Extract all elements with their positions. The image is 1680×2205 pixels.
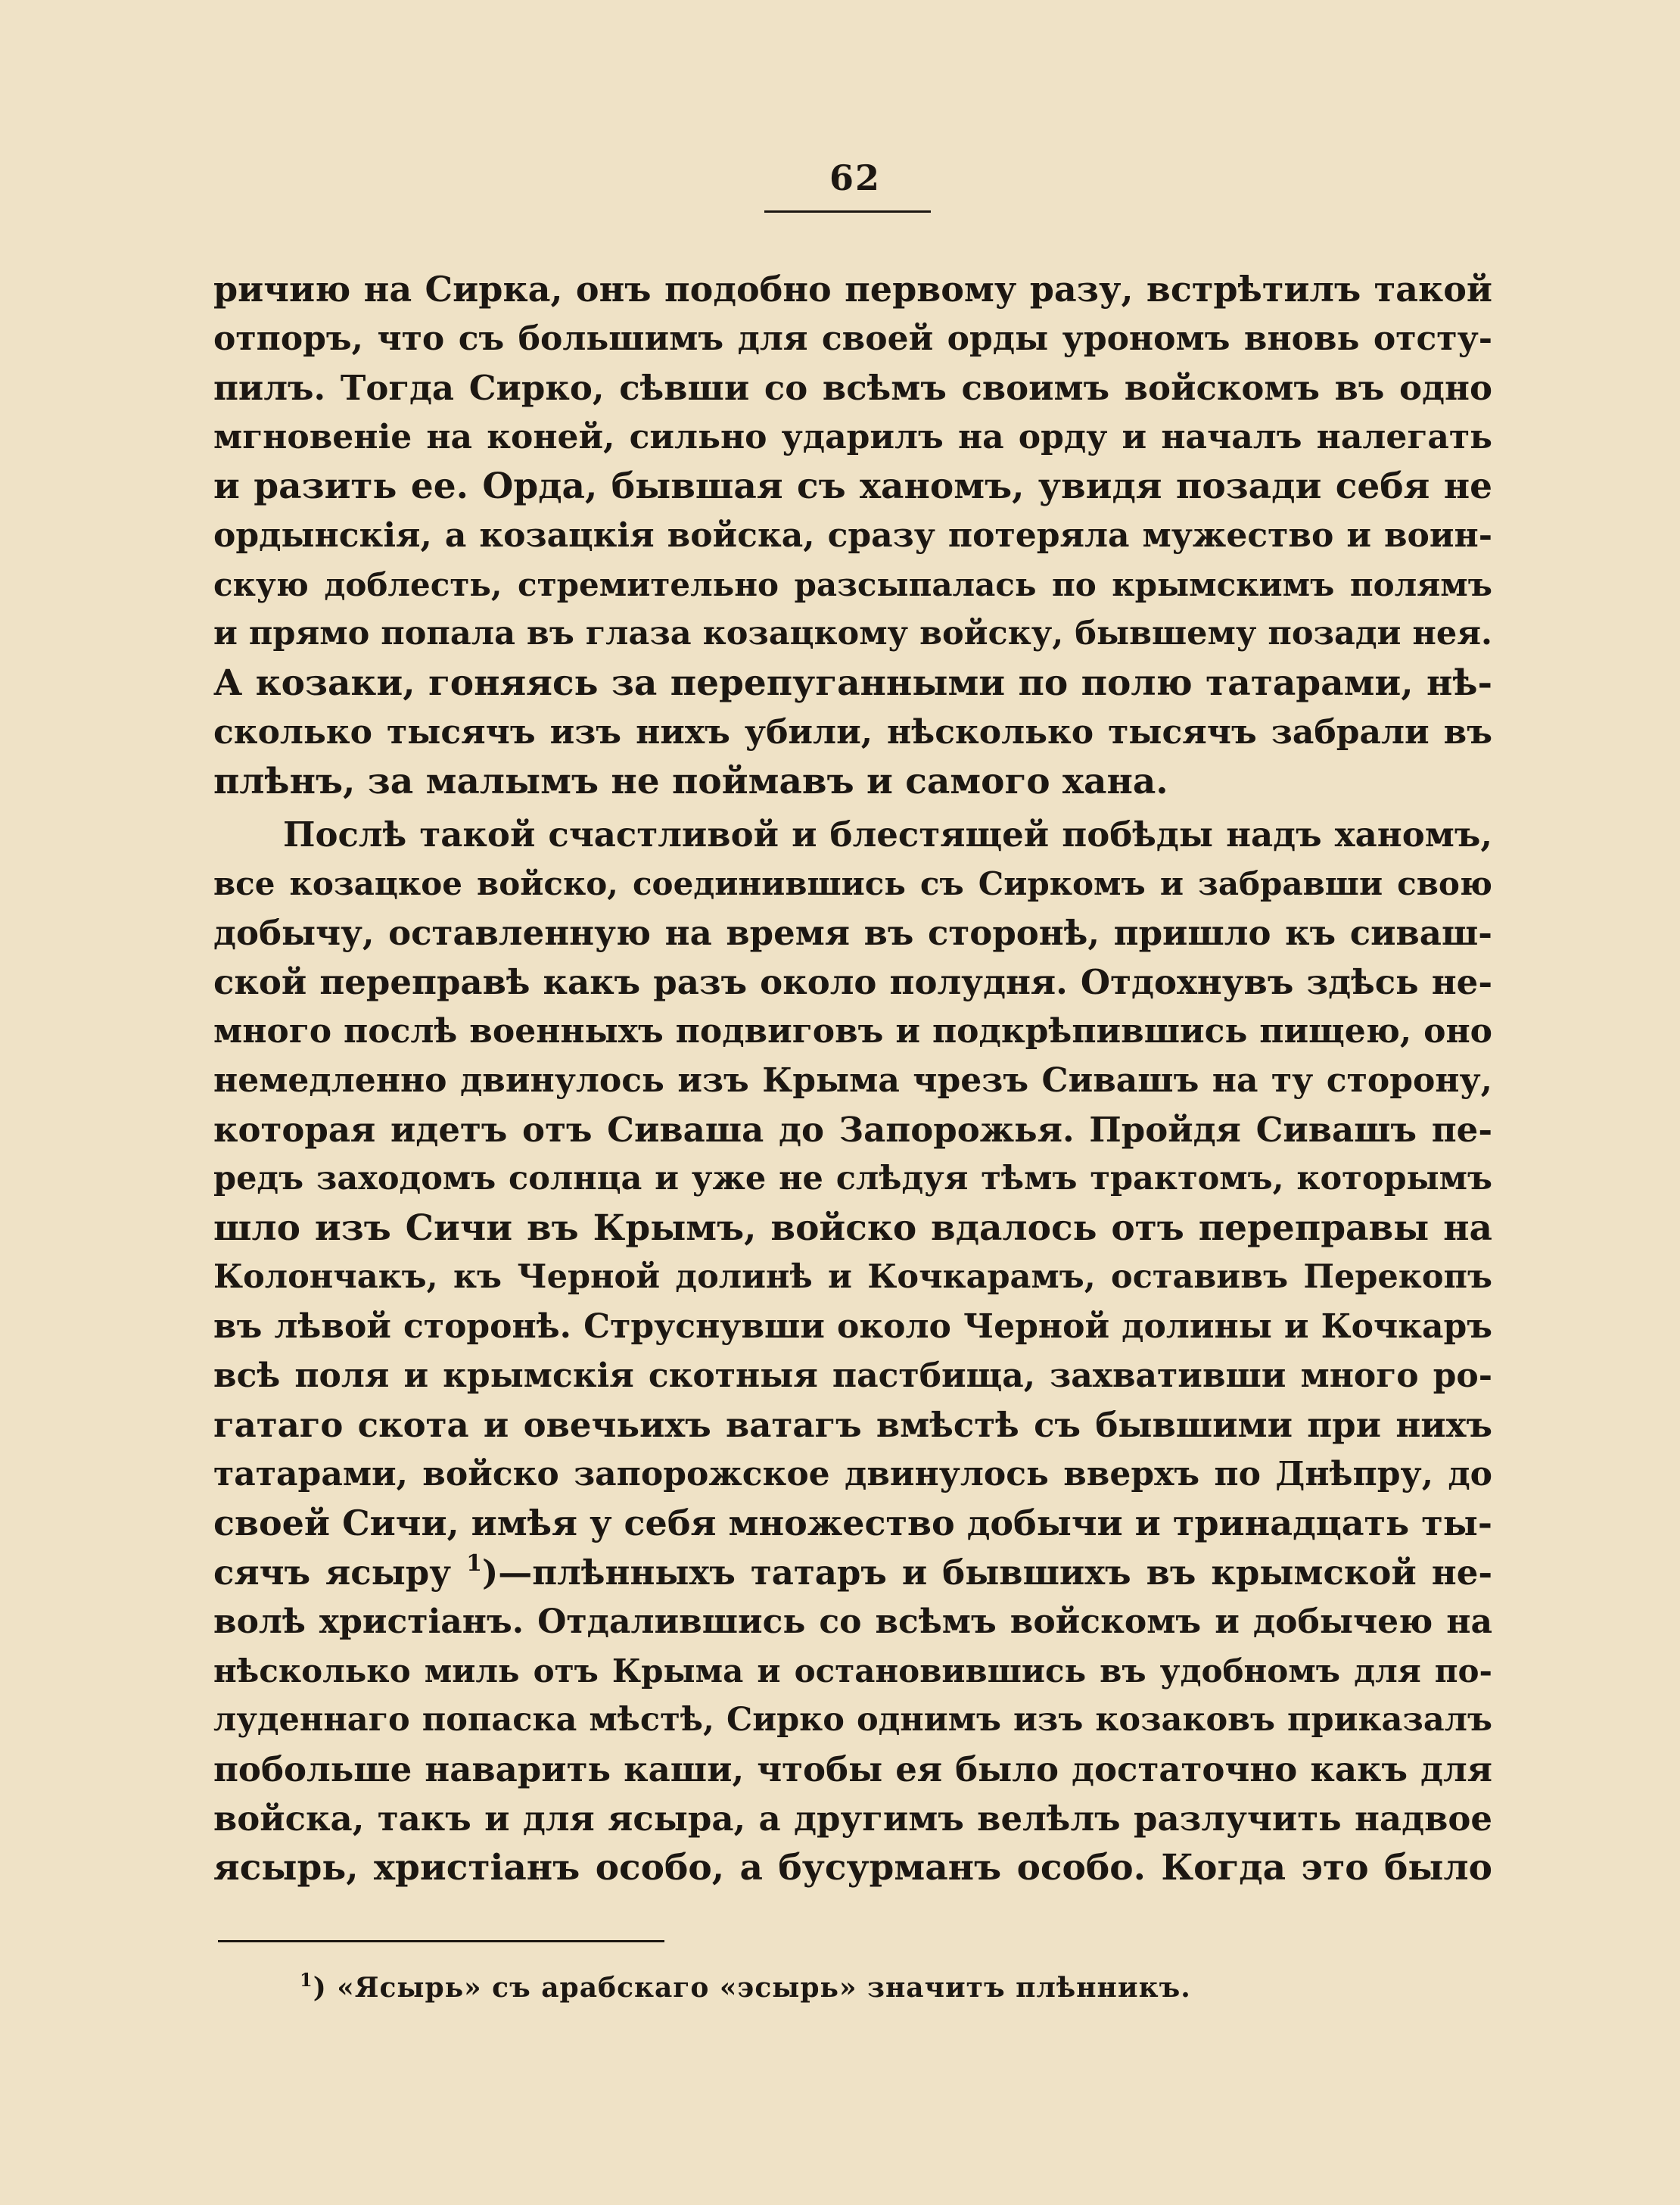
text-line: ясырь, христіанъ особо, а бусурманъ особо. Когда это было — [213, 1847, 1492, 1889]
text-line: скую доблесть, стремительно разсыпалась по крымскимъ полямъ — [213, 566, 1492, 603]
text-line: редъ заходомъ солнца и уже не слѣдуя тѣмъ трактомъ, которымъ — [213, 1160, 1492, 1197]
text-line: нѣсколько миль отъ Крыма и остановившись въ удобномъ для по- — [213, 1652, 1492, 1690]
text-line: въ лѣвой сторонѣ. Струснувши около Черной долины и Кочкаръ — [213, 1307, 1492, 1346]
text-line: немедленно двинулось изъ Крыма чрезъ Сивашъ на ту сторону, — [213, 1061, 1492, 1100]
text-line: плѣнъ, за малымъ не поймавъ и самого хана. — [213, 761, 1168, 802]
text-line: волѣ христіанъ. Отдалившись со всѣмъ войскомъ и добычею на — [213, 1602, 1492, 1641]
text-line: которая идетъ отъ Сиваша до Запорожья. Пройдя Сивашъ пе- — [213, 1110, 1492, 1150]
text-line: своей Сичи, имѣя у себя множество добычи и тринадцать ты- — [213, 1503, 1492, 1543]
text-line: войска, такъ и для ясыра, а другимъ велѣлъ разлучить надвое — [213, 1799, 1492, 1839]
page-number: 62 — [829, 157, 881, 198]
text-line: и прямо попала въ глаза козацкому войску, бывшему позади нея. — [213, 615, 1492, 652]
text-line-with-footnote-ref — [213, 1548, 1492, 1597]
text-line: и разить ее. Орда, бывшая съ ханомъ, увидя позади себя не — [213, 466, 1492, 507]
text-fragment: )—плѣнныхъ татаръ и бывшихъ въ крымской не- — [481, 1553, 1493, 1593]
text-line: всѣ поля и крымскія скотныя пастбища, захвативши много ро- — [213, 1356, 1492, 1395]
text-line: пилъ. Тогда Сирко, сѣвши со всѣмъ своимъ войскомъ въ одно — [213, 368, 1492, 408]
text-line: татарами, войско запорожское двинулось вверхъ по Днѣпру, до — [213, 1455, 1492, 1493]
body-text — [213, 265, 1492, 1892]
text-line: сколько тысячъ изъ нихъ убили, нѣсколько тысячъ забрали въ — [213, 713, 1492, 752]
text-line: луденнаго попаска мѣстѣ, Сирко однимъ изъ козаковъ приказалъ — [213, 1701, 1492, 1739]
text-line: мгновеніе на коней, сильно ударилъ на орду и началъ налегать — [213, 418, 1492, 456]
text-line: гатаго скота и овечьихъ ватагъ вмѣстѣ съ бывшими при нихъ — [213, 1405, 1492, 1445]
footnote-rule — [218, 1940, 664, 1942]
text-line: шло изъ Сичи въ Крымъ, войско вдалось отъ переправы на — [213, 1207, 1492, 1249]
footnote-marker: 1 — [300, 1969, 313, 1991]
text-line: побольше наварить каши, чтобы ея было достаточно какъ для — [213, 1749, 1492, 1789]
text-line: А козаки, гоняясь за перепуганными по полю татарами, нѣ- — [213, 662, 1492, 704]
paragraph-1 — [213, 265, 1492, 806]
text-line: Послѣ такой счастливой и блестящей побѣды надъ ханомъ, — [283, 814, 1492, 855]
text-line: все козацкое войско, соединившись съ Сиркомъ и забравши свою — [213, 865, 1492, 902]
text-line: много послѣ военныхъ подвиговъ и подкрѣпившись пищею, оно — [213, 1012, 1492, 1051]
text-line: ской переправѣ какъ разъ около полудня. Отдохнувъ здѣсь не- — [213, 962, 1492, 1002]
text-fragment: сячъ ясыру — [213, 1553, 452, 1593]
text-line: Колончакъ, къ Черной долинѣ и Кочкарамъ, оставивъ Перекопъ — [213, 1258, 1492, 1296]
text-line: добычу, оставленную на время въ сторонѣ, пришло къ сиваш- — [213, 913, 1492, 953]
text-line: ордынскія, а козацкія войска, сразу потеряла мужество и воин- — [213, 516, 1492, 555]
footnote-reference: 1 — [466, 1550, 482, 1577]
paragraph-2 — [213, 810, 1492, 1892]
text-line: отпоръ, что съ большимъ для своей орды урономъ вновь отсту- — [213, 319, 1492, 358]
header-rule — [764, 210, 931, 213]
footnote-text: ) «Ясырь» съ арабскаго «эсырь» значитъ плѣнникъ. — [313, 1972, 1191, 2004]
text-line: ричию на Сирка, онъ подобно первому разу, встрѣтилъ такой — [213, 269, 1492, 310]
footnote — [300, 1967, 1435, 2009]
